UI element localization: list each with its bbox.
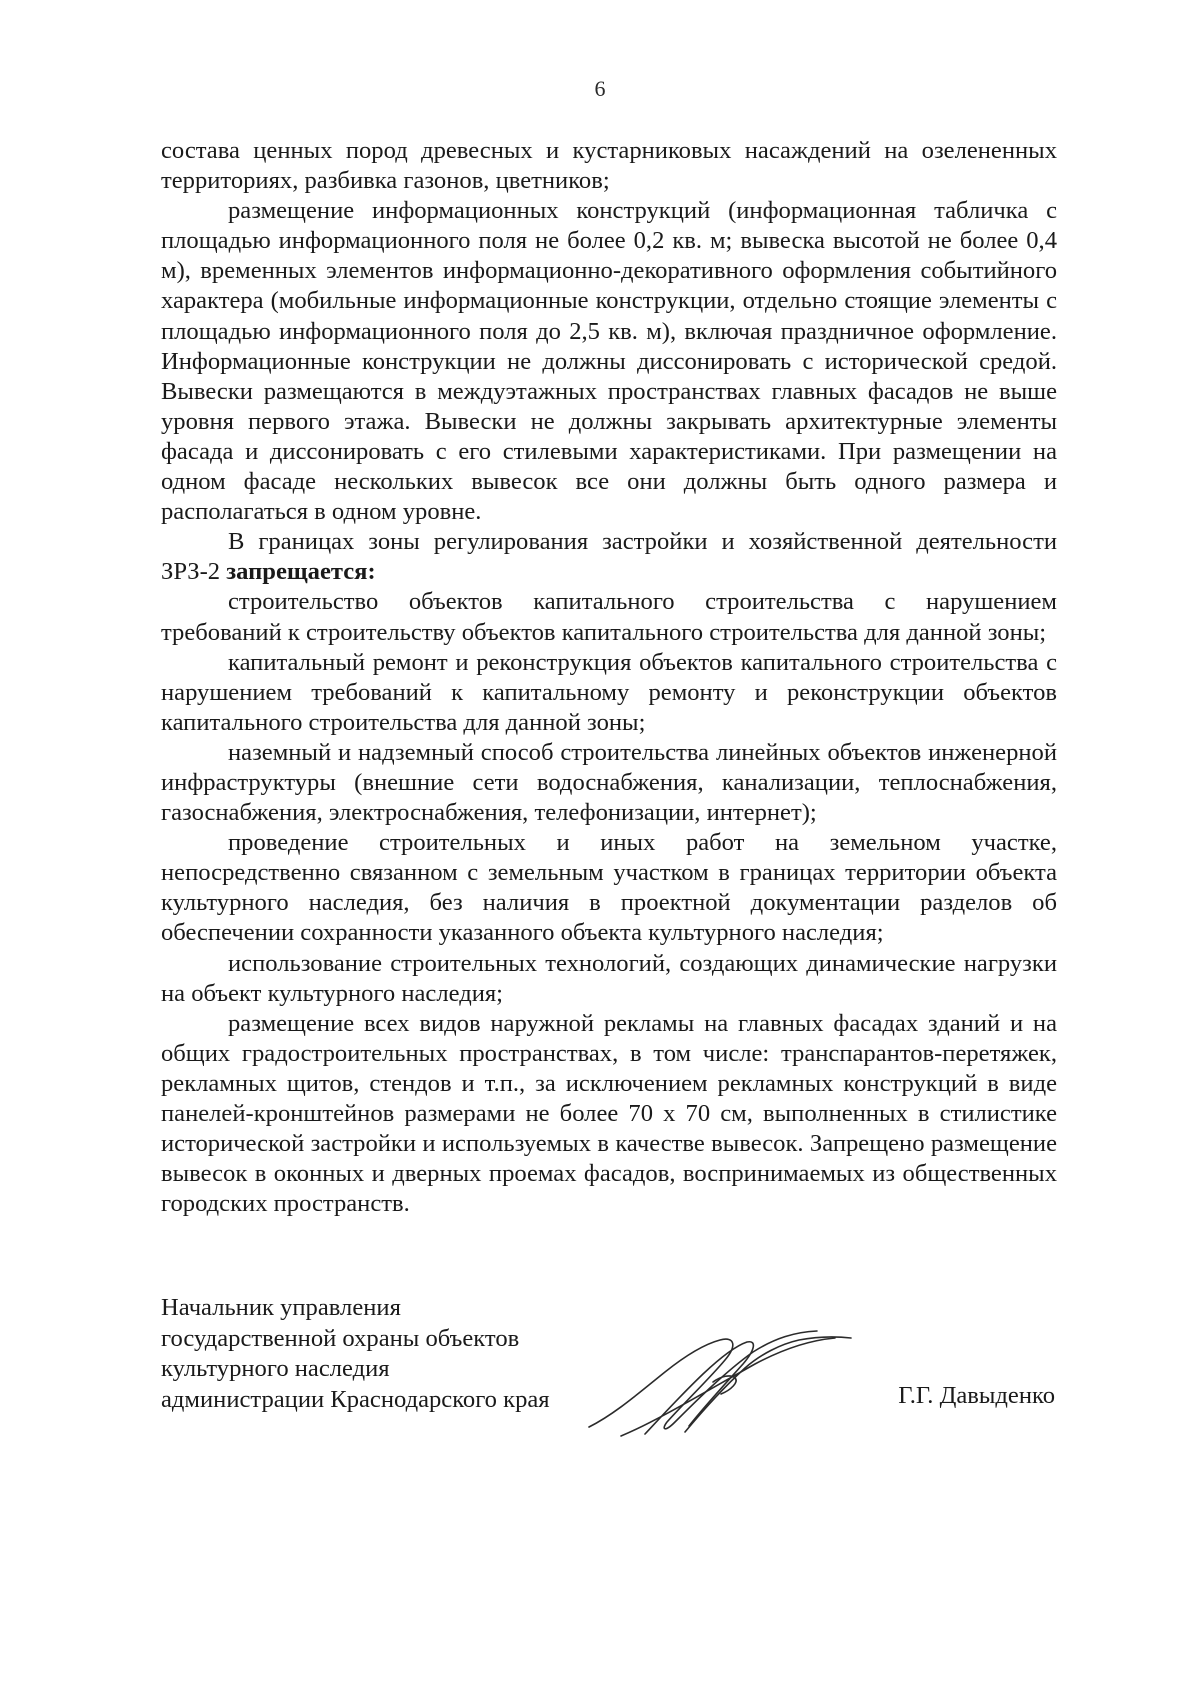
signer-name: Г.Г. Давыденко	[898, 1382, 1055, 1409]
paragraph-greenery-continuation: состава ценных пород древесных и кустарниковых насаждений на озелененных территориях, разбивка газонов, цветников;	[161, 137, 1057, 195]
paragraph-outdoor-advertising: размещение всех видов наружной рекламы на главных фасадах зданий и на общих градостроительных пространствах, в том числе: транспарантов-перетяжек, рекламных щитов, стендов и т.п., за исключением рекламных конструкций в виде панелей-кронштейнов размерами не более 70 х 70 см, выполненных в стилистике исторической застройки и используемых в качестве вывесок. Запрещено размещение вывесок в оконных и дверных проемах фасадов, воспринимаемых из общественных городских пространств.	[161, 1009, 1057, 1218]
handwritten-signature	[585, 1322, 855, 1442]
paragraph-capital-construction: строительство объектов капитального строительства с нарушением требований к строительству объектов капитального строительства для данной зоны;	[161, 588, 1057, 646]
signer-position-line: администрации Краснодарского края	[161, 1385, 550, 1413]
document-body	[161, 136, 1057, 1219]
signer-position-line: Начальник управления	[161, 1294, 401, 1321]
signer-position	[161, 1293, 550, 1415]
paragraph-zone-prohibitions	[161, 527, 1057, 587]
paragraph-information-structures: размещение информационных конструкций (информационная табличка с площадью информационного поля не более 0,2 кв. м; вывеска высотой не более 0,4 м), временных элементов информационно-декоративного оформления событийного характера (мобильные информационные конструкции, отдельно стоящие элементы с площадью информационного поля до 2,5 кв. м), включая праздничное оформление. Информационные конструкции не должны диссонировать с исторической средой. Вывески размещаются в междуэтажных пространствах главных фасадов не выше уровня первого этажа. Вывески не должны закрывать архитектурные элементы фасада и диссонировать с его стилевыми характеристиками. При размещении на одном фасаде нескольких вывесок все они должны быть одного размера и располагаться в одном уровне.	[161, 197, 1057, 526]
paragraph-linear-infrastructure: наземный и надземный способ строительства линейных объектов инженерной инфраструктуры (внешние сети водоснабжения, канализации, теплоснабжения, газоснабжения, электроснабжения, телефонизации, интернет);	[161, 738, 1057, 827]
page-number: 6	[594, 76, 606, 101]
paragraph-dynamic-loads: использование строительных технологий, создающих динамические нагрузки на объект культурного наследия;	[161, 949, 1057, 1007]
signature-strokes	[589, 1331, 851, 1436]
paragraph-construction-works: проведение строительных и иных работ на земельном участке, непосредственно связанном с земельным участком в границах территории объекта культурного наследия, без наличия в проектной документации разделов об обеспечении сохранности указанного объекта культурного наследия;	[161, 829, 1057, 947]
zone-lead-text: В границах зоны регулирования застройки и хозяйственной деятельности ЗРЗ-2	[161, 528, 1057, 586]
paragraph-capital-repair: капитальный ремонт и реконструкция объектов капитального строительства с нарушением требований к капитальному ремонту и реконструкции объектов капитального строительства для данной зоны;	[161, 648, 1057, 736]
signer-position-line: государственной охраны объектов	[161, 1324, 520, 1352]
signer-position-line: культурного наследия	[161, 1355, 390, 1382]
zone-prohibited-emphasis: запрещается:	[226, 558, 376, 586]
